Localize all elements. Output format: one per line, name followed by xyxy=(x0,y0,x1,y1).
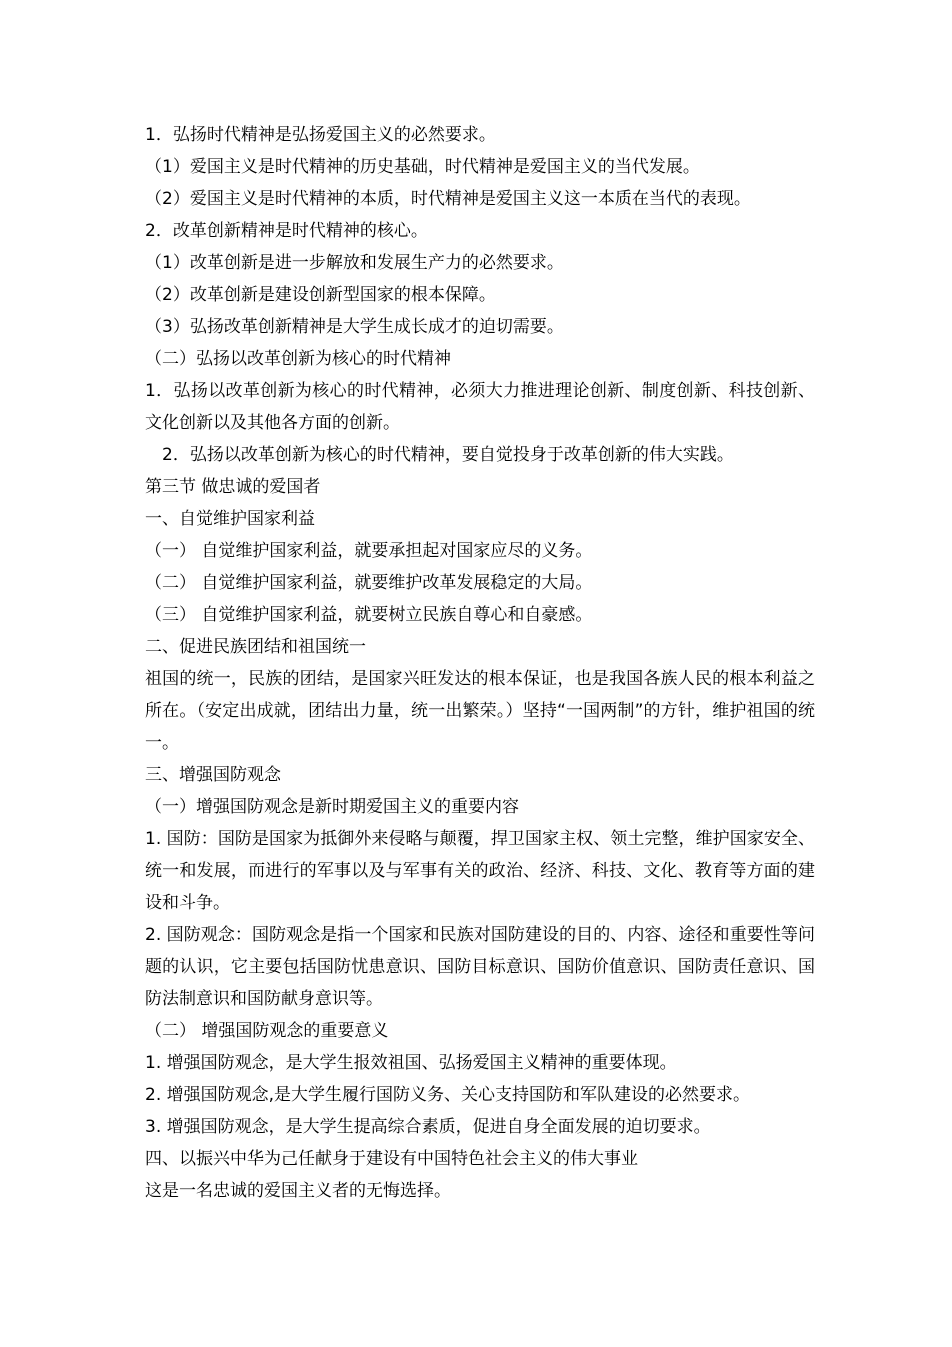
paragraph: （二）弘扬以改革创新为核心的时代精神 xyxy=(145,349,451,369)
paragraph: 1．弘扬以改革创新为核心的时代精神，必须大力推进理论创新、制度创新、科技创新、文化创新以及其他各方面的创新。 xyxy=(145,381,815,433)
paragraph: （三） 自觉维护国家利益，就要树立民族自尊心和自豪感。 xyxy=(145,605,593,625)
section-heading: 第三节 做忠诚的爱国者 xyxy=(145,477,321,497)
paragraph: 2．改革创新精神是时代精神的核心。 xyxy=(145,221,428,241)
paragraph: 3. 增强国防观念，是大学生提高综合素质，促进自身全面发展的迫切要求。 xyxy=(145,1117,711,1137)
paragraph: 2．弘扬以改革创新为核心的时代精神，要自觉投身于改革创新的伟大实践。 xyxy=(162,445,734,465)
paragraph: 2. 国防观念：国防观念是指一个国家和民族对国防建设的目的、内容、途径和重要性等问题的认识，它主要包括国防忧患意识、国防目标意识、国防价值意识、国防责任意识、国防法制意识和国防献身意识等。 xyxy=(145,925,815,1009)
paragraph: （1）爱国主义是时代精神的历史基础，时代精神是爱国主义的当代发展。 xyxy=(145,157,700,177)
paragraph: （3）弘扬改革创新精神是大学生成长成才的迫切需要。 xyxy=(145,317,564,337)
paragraph: 四、以振兴中华为己任献身于建设有中国特色社会主义的伟大事业 xyxy=(145,1149,638,1169)
paragraph: （1）改革创新是进一步解放和发展生产力的必然要求。 xyxy=(145,253,564,273)
paragraph: （一）增强国防观念是新时期爱国主义的重要内容 xyxy=(145,797,519,817)
paragraph: 一、自觉维护国家利益 xyxy=(145,509,315,529)
paragraph: （2）改革创新是建设创新型国家的根本保障。 xyxy=(145,285,496,305)
paragraph: 二、促进民族团结和祖国统一 xyxy=(145,637,366,657)
paragraph: 1．弘扬时代精神是弘扬爱国主义的必然要求。 xyxy=(145,125,496,145)
document-body xyxy=(145,119,815,1207)
paragraph: 2. 增强国防观念,是大学生履行国防义务、关心支持国防和军队建设的必然要求。 xyxy=(145,1085,751,1105)
paragraph: （一） 自觉维护国家利益，就要承担起对国家应尽的义务。 xyxy=(145,541,593,561)
paragraph: 这是一名忠诚的爱国主义者的无悔选择。 xyxy=(145,1181,451,1201)
paragraph: 1. 国防：国防是国家为抵御外来侵略与颠覆，捍卫国家主权、领土完整，维护国家安全、统一和发展，而进行的军事以及与军事有关的政治、经济、科技、文化、教育等方面的建设和斗争。 xyxy=(145,829,815,913)
paragraph: 祖国的统一，民族的团结，是国家兴旺发达的根本保证，也是我国各族人民的根本利益之所在。（安定出成就，团结出力量，统一出繁荣。）坚持“一国两制”的方针，维护祖国的统一。 xyxy=(145,669,815,753)
paragraph: （二） 自觉维护国家利益，就要维护改革发展稳定的大局。 xyxy=(145,573,593,593)
paragraph: 1. 增强国防观念，是大学生报效祖国、弘扬爱国主义精神的重要体现。 xyxy=(145,1053,677,1073)
paragraph: 三、增强国防观念 xyxy=(145,765,281,785)
paragraph: （2）爱国主义是时代精神的本质，时代精神是爱国主义这一本质在当代的表现。 xyxy=(145,189,751,209)
paragraph: （二） 增强国防观念的重要意义 xyxy=(145,1021,389,1041)
